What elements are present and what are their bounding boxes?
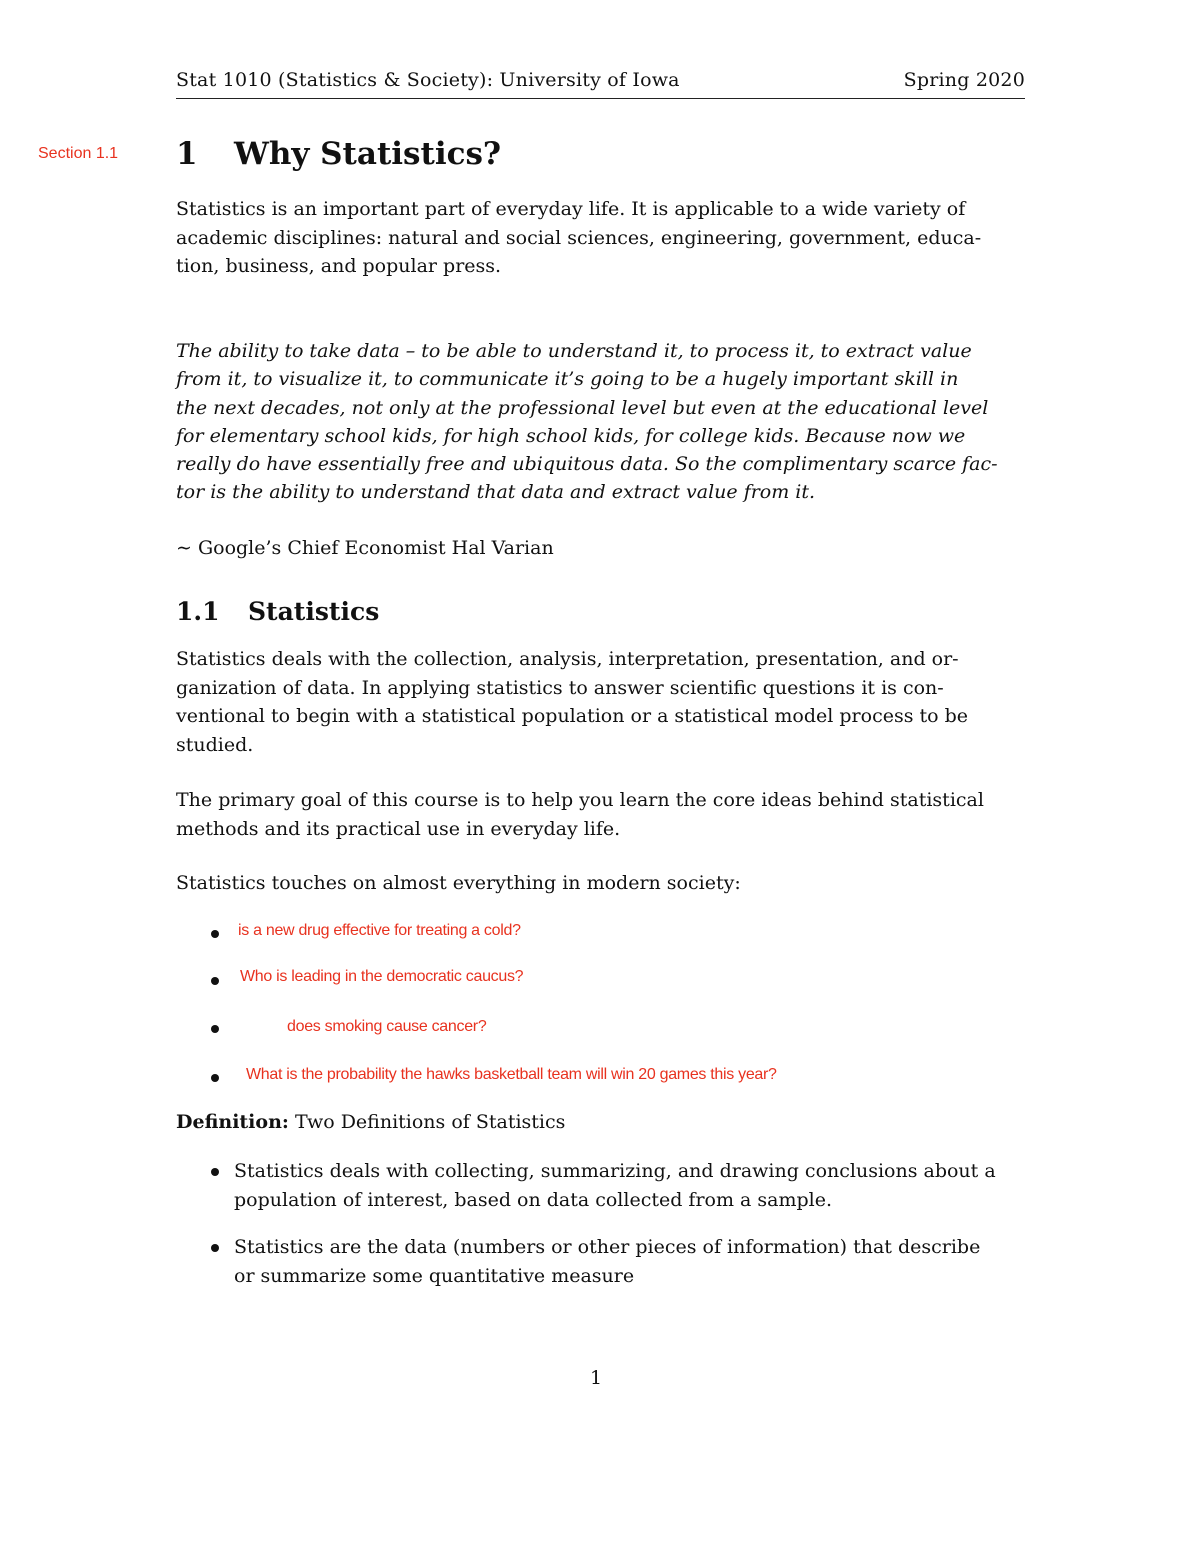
intro-paragraph	[176, 195, 1026, 281]
annotation-example: What is the probability the hawks basketball team will win 20 games this year?	[246, 1066, 777, 1083]
examples-intro: Statistics touches on almost everything in modern society:	[176, 872, 741, 894]
bullet-icon	[210, 1024, 222, 1036]
quote-line: the next decades, not only at the professional level but even at the educational level	[176, 396, 989, 419]
page-number: 1	[590, 1367, 603, 1389]
subsection-number: 1.1	[176, 597, 220, 626]
quote-line: The ability to take data – to be able to understand it, to process it, to extract value	[176, 340, 972, 362]
running-header	[176, 66, 1025, 99]
quote-line: from it, to visualize it, to communicate it’s going to be a hugely important skill in	[176, 368, 959, 391]
text-line: ganization of data. In applying statistics to answer scientific questions it is con-	[176, 676, 944, 699]
section-heading	[176, 136, 501, 172]
bullet-icon	[210, 929, 222, 941]
quote-block	[176, 337, 1026, 507]
annotation-example: is a new drug effective for treating a cold?	[238, 922, 521, 939]
definition-heading	[176, 1111, 565, 1133]
text-line: Statistics deals with collecting, summarizing, and drawing conclusions about a	[234, 1160, 996, 1182]
bullet-icon	[210, 1167, 222, 1179]
quote-attribution: ∼ Google’s Chief Economist Hal Varian	[176, 537, 554, 559]
definition-item	[234, 1157, 1034, 1214]
quote-line: for elementary school kids, for high school kids, for college kids. Because now we	[176, 424, 966, 447]
text-line: Statistics are the data (numbers or other pieces of information) that describe	[234, 1236, 981, 1258]
subsection-heading	[176, 597, 379, 626]
definition-title: Two Definitions of Statistics	[294, 1111, 566, 1133]
subsection-title: Statistics	[248, 597, 380, 626]
section-number: 1	[176, 136, 198, 172]
term: Spring 2020	[903, 69, 1025, 91]
course-goal-paragraph	[176, 786, 1026, 843]
annotation-example: Who is leading in the democratic caucus?	[240, 968, 524, 985]
text-line: The primary goal of this course is to help you learn the core ideas behind statistical	[176, 789, 984, 811]
text-line: Statistics deals with the collection, analysis, interpretation, presentation, and or-	[176, 648, 959, 670]
quote-line: really do have essentially free and ubiquitous data. So the complimentary scarce fac-	[176, 453, 998, 476]
text-line: tion, business, and popular press.	[176, 255, 502, 277]
text-line: population of interest, based on data collected from a sample.	[234, 1188, 833, 1211]
text-line: studied.	[176, 733, 254, 756]
quote-line: tor is the ability to understand that data and extract value from it.	[176, 481, 816, 504]
text-line: methods and its practical use in everyday life.	[176, 817, 621, 840]
margin-annotation: Section 1.1	[38, 145, 119, 162]
statistics-paragraph	[176, 645, 1026, 759]
bullet-icon	[210, 1073, 222, 1085]
annotation-example: does smoking cause cancer?	[287, 1018, 487, 1035]
text-line: Statistics is an important part of everyday life. It is applicable to a wide variety of	[176, 198, 966, 220]
course-title: Stat 1010 (Statistics & Society): University of Iowa	[176, 69, 680, 91]
text-line: academic disciplines: natural and social sciences, engineering, government, educa-	[176, 226, 982, 249]
bullet-icon	[210, 1243, 222, 1255]
definition-item	[234, 1233, 1034, 1290]
section-title: Why Statistics?	[234, 136, 502, 172]
text-line: or summarize some quantitative measure	[234, 1264, 635, 1287]
text-line: ventional to begin with a statistical population or a statistical model process to be	[176, 705, 969, 727]
bullet-icon	[210, 976, 222, 988]
definition-label: Definition:	[176, 1111, 289, 1133]
